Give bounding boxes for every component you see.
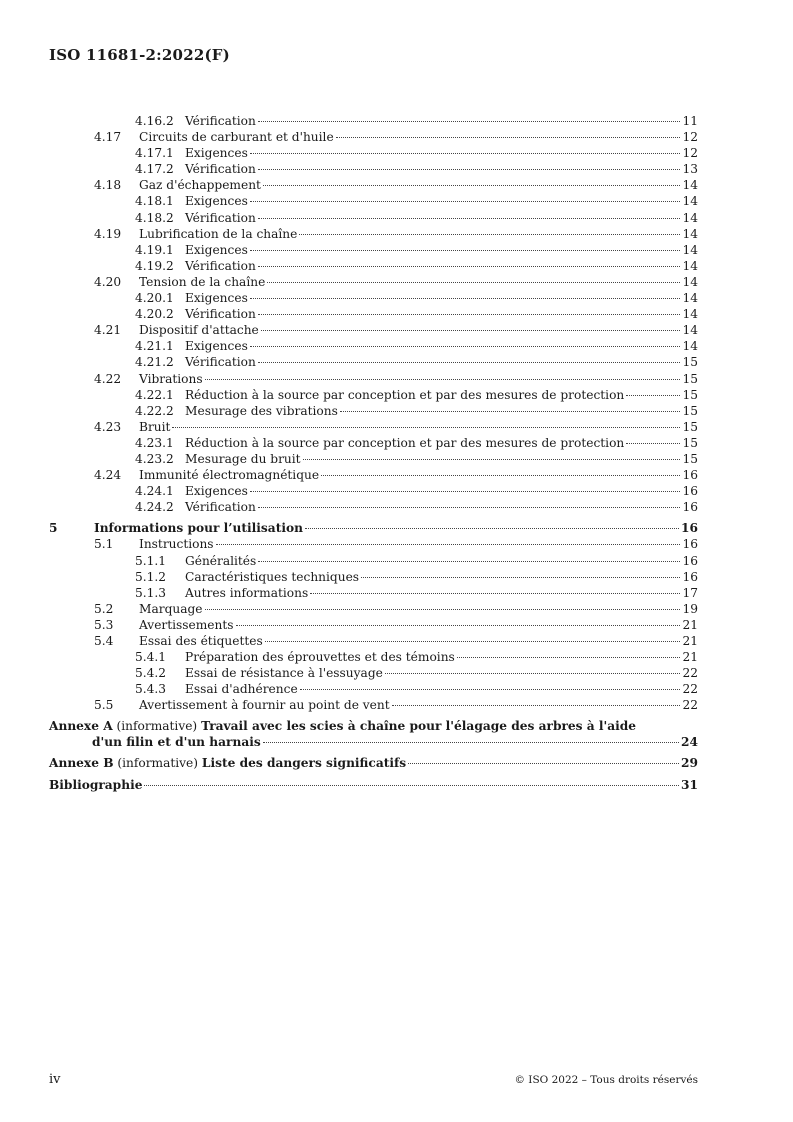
toc-entry[interactable] — [49, 435, 698, 451]
dot-leader — [408, 763, 679, 764]
toc-number: 4.21.1 — [135, 339, 174, 354]
toc-entry[interactable] — [49, 371, 698, 387]
toc-title: Gaz d'échappement — [139, 178, 261, 193]
toc-entry[interactable] — [49, 536, 698, 552]
annex-title-line2: d'un filin et d'un harnais — [92, 735, 261, 750]
toc-entry[interactable] — [49, 483, 698, 499]
toc-number: 5.2 — [94, 601, 114, 616]
dot-leader — [258, 362, 681, 363]
toc-page: 14 — [682, 178, 698, 193]
dot-leader — [310, 593, 680, 594]
toc-number: 4.24 — [94, 468, 122, 483]
toc-entry[interactable] — [49, 161, 698, 177]
toc-page: 22 — [682, 682, 698, 697]
toc-title: Vérification — [185, 114, 256, 128]
toc-title: Lubrification de la chaîne — [139, 226, 298, 241]
copyright-notice: © ISO 2022 – Tous droits réservés — [514, 1074, 698, 1086]
dot-leader — [250, 153, 681, 154]
toc-page: 22 — [682, 666, 698, 681]
toc-page: 19 — [682, 601, 698, 616]
dot-leader — [626, 443, 680, 444]
toc-number: 4.19.1 — [135, 242, 174, 257]
toc-entry-bibliography[interactable] — [49, 777, 698, 793]
annex-qualifier: (informative) — [116, 719, 198, 734]
toc-page: 15 — [682, 403, 698, 418]
toc-page: 16 — [682, 537, 698, 552]
toc-page: 14 — [682, 210, 698, 225]
toc-number: 4.20.1 — [135, 291, 174, 306]
toc-number: 5.1 — [94, 537, 114, 552]
toc-title: Essai de résistance à l'essuyage — [185, 666, 383, 681]
toc-entry[interactable] — [49, 403, 698, 419]
toc-entry[interactable] — [49, 649, 698, 665]
toc-number: 5.4.2 — [135, 666, 167, 681]
dot-leader — [236, 625, 681, 626]
toc-title: Informations pour l’utilisation — [94, 521, 303, 536]
toc-title: Vérification — [185, 355, 256, 370]
toc-title: Bibliographie — [49, 777, 143, 792]
toc-number: 4.20 — [94, 274, 122, 289]
toc-page: 16 — [682, 468, 698, 483]
toc-entry[interactable] — [49, 451, 698, 467]
toc-page: 15 — [682, 355, 698, 370]
toc-number: 4.23.2 — [135, 451, 174, 466]
toc-page: 14 — [682, 258, 698, 273]
toc-title: Avertissement à fournir au point de vent — [139, 698, 390, 713]
table-of-contents — [49, 113, 698, 793]
toc-number: 4.16.2 — [135, 114, 174, 128]
dot-leader — [361, 577, 680, 578]
toc-page: 16 — [681, 521, 698, 536]
toc-entry[interactable] — [49, 274, 698, 290]
toc-number: 4.17 — [94, 130, 122, 145]
toc-entry[interactable] — [49, 113, 698, 129]
annex-title-line1: Travail avec les scies à chaîne pour l'élagage des arbres à l'aide — [201, 719, 637, 734]
toc-entry[interactable] — [49, 290, 698, 306]
toc-entry[interactable] — [49, 322, 698, 338]
toc-entry[interactable] — [49, 145, 698, 161]
toc-number: 5.5 — [94, 698, 114, 713]
toc-number: 4.22.2 — [135, 403, 174, 418]
toc-title: Vérification — [185, 258, 256, 273]
toc-entry[interactable] — [49, 697, 698, 713]
toc-title: Vérification — [185, 210, 256, 225]
toc-number: 4.24.2 — [135, 500, 174, 515]
dot-leader — [216, 544, 681, 545]
toc-entry[interactable] — [49, 467, 698, 483]
toc-page: 15 — [682, 419, 698, 434]
toc-title: Préparation des éprouvettes et des témoins — [185, 650, 455, 665]
dot-leader — [457, 657, 681, 658]
toc-number: 5.3 — [94, 617, 114, 632]
dot-leader — [258, 218, 681, 219]
toc-page: 14 — [682, 242, 698, 257]
dot-leader — [250, 491, 681, 492]
toc-page: 17 — [682, 585, 698, 600]
toc-page: 14 — [682, 226, 698, 241]
toc-number: 4.22.1 — [135, 387, 174, 402]
toc-page: 24 — [681, 735, 698, 750]
dot-leader — [265, 641, 681, 642]
dot-leader — [172, 427, 680, 428]
toc-page: 16 — [682, 569, 698, 584]
toc-entry[interactable] — [49, 306, 698, 322]
dot-leader — [258, 507, 681, 508]
toc-page: 16 — [682, 500, 698, 515]
dot-leader — [303, 459, 681, 460]
toc-page: 14 — [682, 194, 698, 209]
toc-number: 4.23 — [94, 419, 122, 434]
toc-title: Exigences — [185, 146, 248, 161]
dot-leader — [261, 330, 681, 331]
toc-title: Essai des étiquettes — [139, 634, 263, 648]
toc-number: 4.23.1 — [135, 435, 174, 450]
toc-entry[interactable] — [49, 193, 698, 209]
toc-entry[interactable] — [49, 129, 698, 145]
dot-leader — [250, 346, 681, 347]
toc-number: 4.19 — [94, 226, 122, 241]
toc-title: Vérification — [185, 500, 256, 515]
dot-leader — [267, 282, 680, 283]
toc-number: 4.18 — [94, 178, 122, 193]
toc-number: 4.21.2 — [135, 355, 174, 370]
toc-page: 12 — [682, 146, 698, 161]
toc-page: 29 — [681, 756, 698, 771]
toc-title: Exigences — [185, 194, 248, 209]
toc-number: 5.4.3 — [135, 682, 167, 697]
toc-number: 4.18.2 — [135, 210, 174, 225]
dot-leader — [250, 250, 681, 251]
toc-title: Essai d'adhérence — [185, 682, 298, 697]
toc-number: 5.1.3 — [135, 585, 167, 600]
toc-page: 22 — [682, 698, 698, 713]
toc-page: 15 — [682, 451, 698, 466]
dot-leader — [300, 689, 681, 690]
toc-page: 16 — [682, 553, 698, 568]
toc-entry[interactable] — [49, 601, 698, 617]
dot-leader — [205, 609, 681, 610]
toc-page: 15 — [682, 435, 698, 450]
toc-number: 4.22 — [94, 371, 122, 386]
toc-page: 11 — [682, 114, 698, 128]
toc-title: Vérification — [185, 307, 256, 322]
toc-entry[interactable] — [49, 210, 698, 226]
annex-title: Liste des dangers significatifs — [201, 756, 407, 771]
toc-entry[interactable] — [49, 338, 698, 354]
toc-entry-annex-a[interactable] — [49, 718, 698, 750]
toc-page: 12 — [682, 130, 698, 145]
toc-number: 4.17.1 — [135, 146, 174, 161]
dot-leader — [336, 137, 681, 138]
toc-title: Généralités — [185, 553, 257, 568]
toc-number: 5.1.1 — [135, 553, 167, 568]
annex-label: Annexe A — [49, 719, 113, 734]
toc-title: Circuits de carburant et d'huile — [139, 130, 334, 145]
toc-entry[interactable] — [49, 242, 698, 258]
toc-title: Dispositif d'attache — [139, 323, 259, 338]
toc-entry[interactable] — [49, 387, 698, 403]
page-number: iv — [49, 1072, 61, 1087]
toc-number: 4.17.2 — [135, 162, 174, 177]
toc-page: 15 — [682, 371, 698, 386]
dot-leader — [385, 673, 681, 674]
toc-page: 14 — [682, 307, 698, 322]
toc-number: 4.21 — [94, 323, 122, 338]
dot-leader — [250, 298, 681, 299]
dot-leader — [263, 185, 681, 186]
toc-page: 15 — [682, 387, 698, 402]
toc-page: 16 — [682, 484, 698, 499]
dot-leader — [626, 395, 680, 396]
toc-title: Bruit — [139, 419, 171, 434]
dot-leader — [305, 528, 679, 529]
toc-number: 5 — [49, 521, 58, 536]
dot-leader — [258, 314, 681, 315]
toc-number: 4.20.2 — [135, 307, 174, 322]
toc-title: Exigences — [185, 484, 248, 499]
toc-title: Avertissements — [139, 617, 234, 632]
dot-leader — [205, 379, 681, 380]
toc-title: Mesurage du bruit — [185, 451, 301, 466]
toc-entry[interactable] — [49, 617, 698, 633]
toc-title: Immunité électromagnétique — [139, 468, 320, 483]
toc-entry[interactable] — [49, 177, 698, 193]
toc-entry[interactable] — [49, 585, 698, 601]
toc-entry[interactable] — [49, 258, 698, 274]
toc-title: Caractéristiques techniques — [185, 569, 360, 584]
toc-entry[interactable] — [49, 569, 698, 585]
toc-entry[interactable] — [49, 553, 698, 569]
annex-qualifier: (informative) — [117, 756, 199, 771]
dot-leader — [258, 121, 681, 122]
dot-leader — [258, 169, 681, 170]
toc-entry[interactable] — [49, 681, 698, 697]
toc-title: Exigences — [185, 339, 248, 354]
dot-leader — [340, 411, 681, 412]
toc-title: Mesurage des vibrations — [185, 403, 338, 418]
toc-entry-annex-b[interactable] — [49, 755, 698, 771]
toc-page: 21 — [682, 650, 698, 665]
toc-number: 5.1.2 — [135, 569, 167, 584]
document-id: ISO 11681-2:2022(F) — [49, 46, 230, 64]
toc-title: Vérification — [185, 162, 256, 177]
toc-number: 4.19.2 — [135, 258, 174, 273]
toc-title: Marquage — [139, 601, 203, 616]
dot-leader — [250, 201, 681, 202]
toc-title: Tension de la chaîne — [139, 274, 266, 289]
toc-page: 21 — [682, 617, 698, 632]
toc-number: 4.18.1 — [135, 194, 174, 209]
toc-title: Autres informations — [185, 585, 309, 600]
toc-page: 14 — [682, 339, 698, 354]
toc-title: Exigences — [185, 291, 248, 306]
dot-leader — [321, 475, 680, 476]
dot-leader — [392, 705, 681, 706]
toc-number: 5.4.1 — [135, 650, 167, 665]
dot-leader — [144, 785, 679, 786]
toc-number: 5.4 — [94, 634, 114, 648]
toc-entry-clause-5[interactable] — [49, 520, 698, 536]
dot-leader — [299, 234, 680, 235]
toc-entry[interactable] — [49, 665, 698, 681]
toc-title: Exigences — [185, 242, 248, 257]
toc-entry[interactable] — [49, 226, 698, 242]
toc-entry[interactable] — [49, 354, 698, 370]
toc-page: 31 — [681, 777, 698, 792]
toc-entry[interactable] — [49, 499, 698, 515]
toc-title: Instructions — [139, 537, 214, 552]
annex-label: Annexe B — [49, 756, 114, 771]
toc-page: 14 — [682, 291, 698, 306]
toc-page: 14 — [682, 274, 698, 289]
toc-title: Réduction à la source par conception et par des mesures de protection — [185, 387, 625, 402]
dot-leader — [263, 742, 679, 743]
toc-title: Réduction à la source par conception et par des mesures de protection — [185, 435, 625, 450]
toc-page: 13 — [682, 162, 698, 177]
dot-leader — [258, 266, 681, 267]
toc-page: 21 — [682, 634, 698, 648]
toc-entry[interactable] — [49, 633, 698, 649]
toc-entry[interactable] — [49, 419, 698, 435]
toc-number: 4.24.1 — [135, 484, 174, 499]
toc-page: 14 — [682, 323, 698, 338]
toc-title: Vibrations — [139, 371, 203, 386]
dot-leader — [258, 561, 680, 562]
